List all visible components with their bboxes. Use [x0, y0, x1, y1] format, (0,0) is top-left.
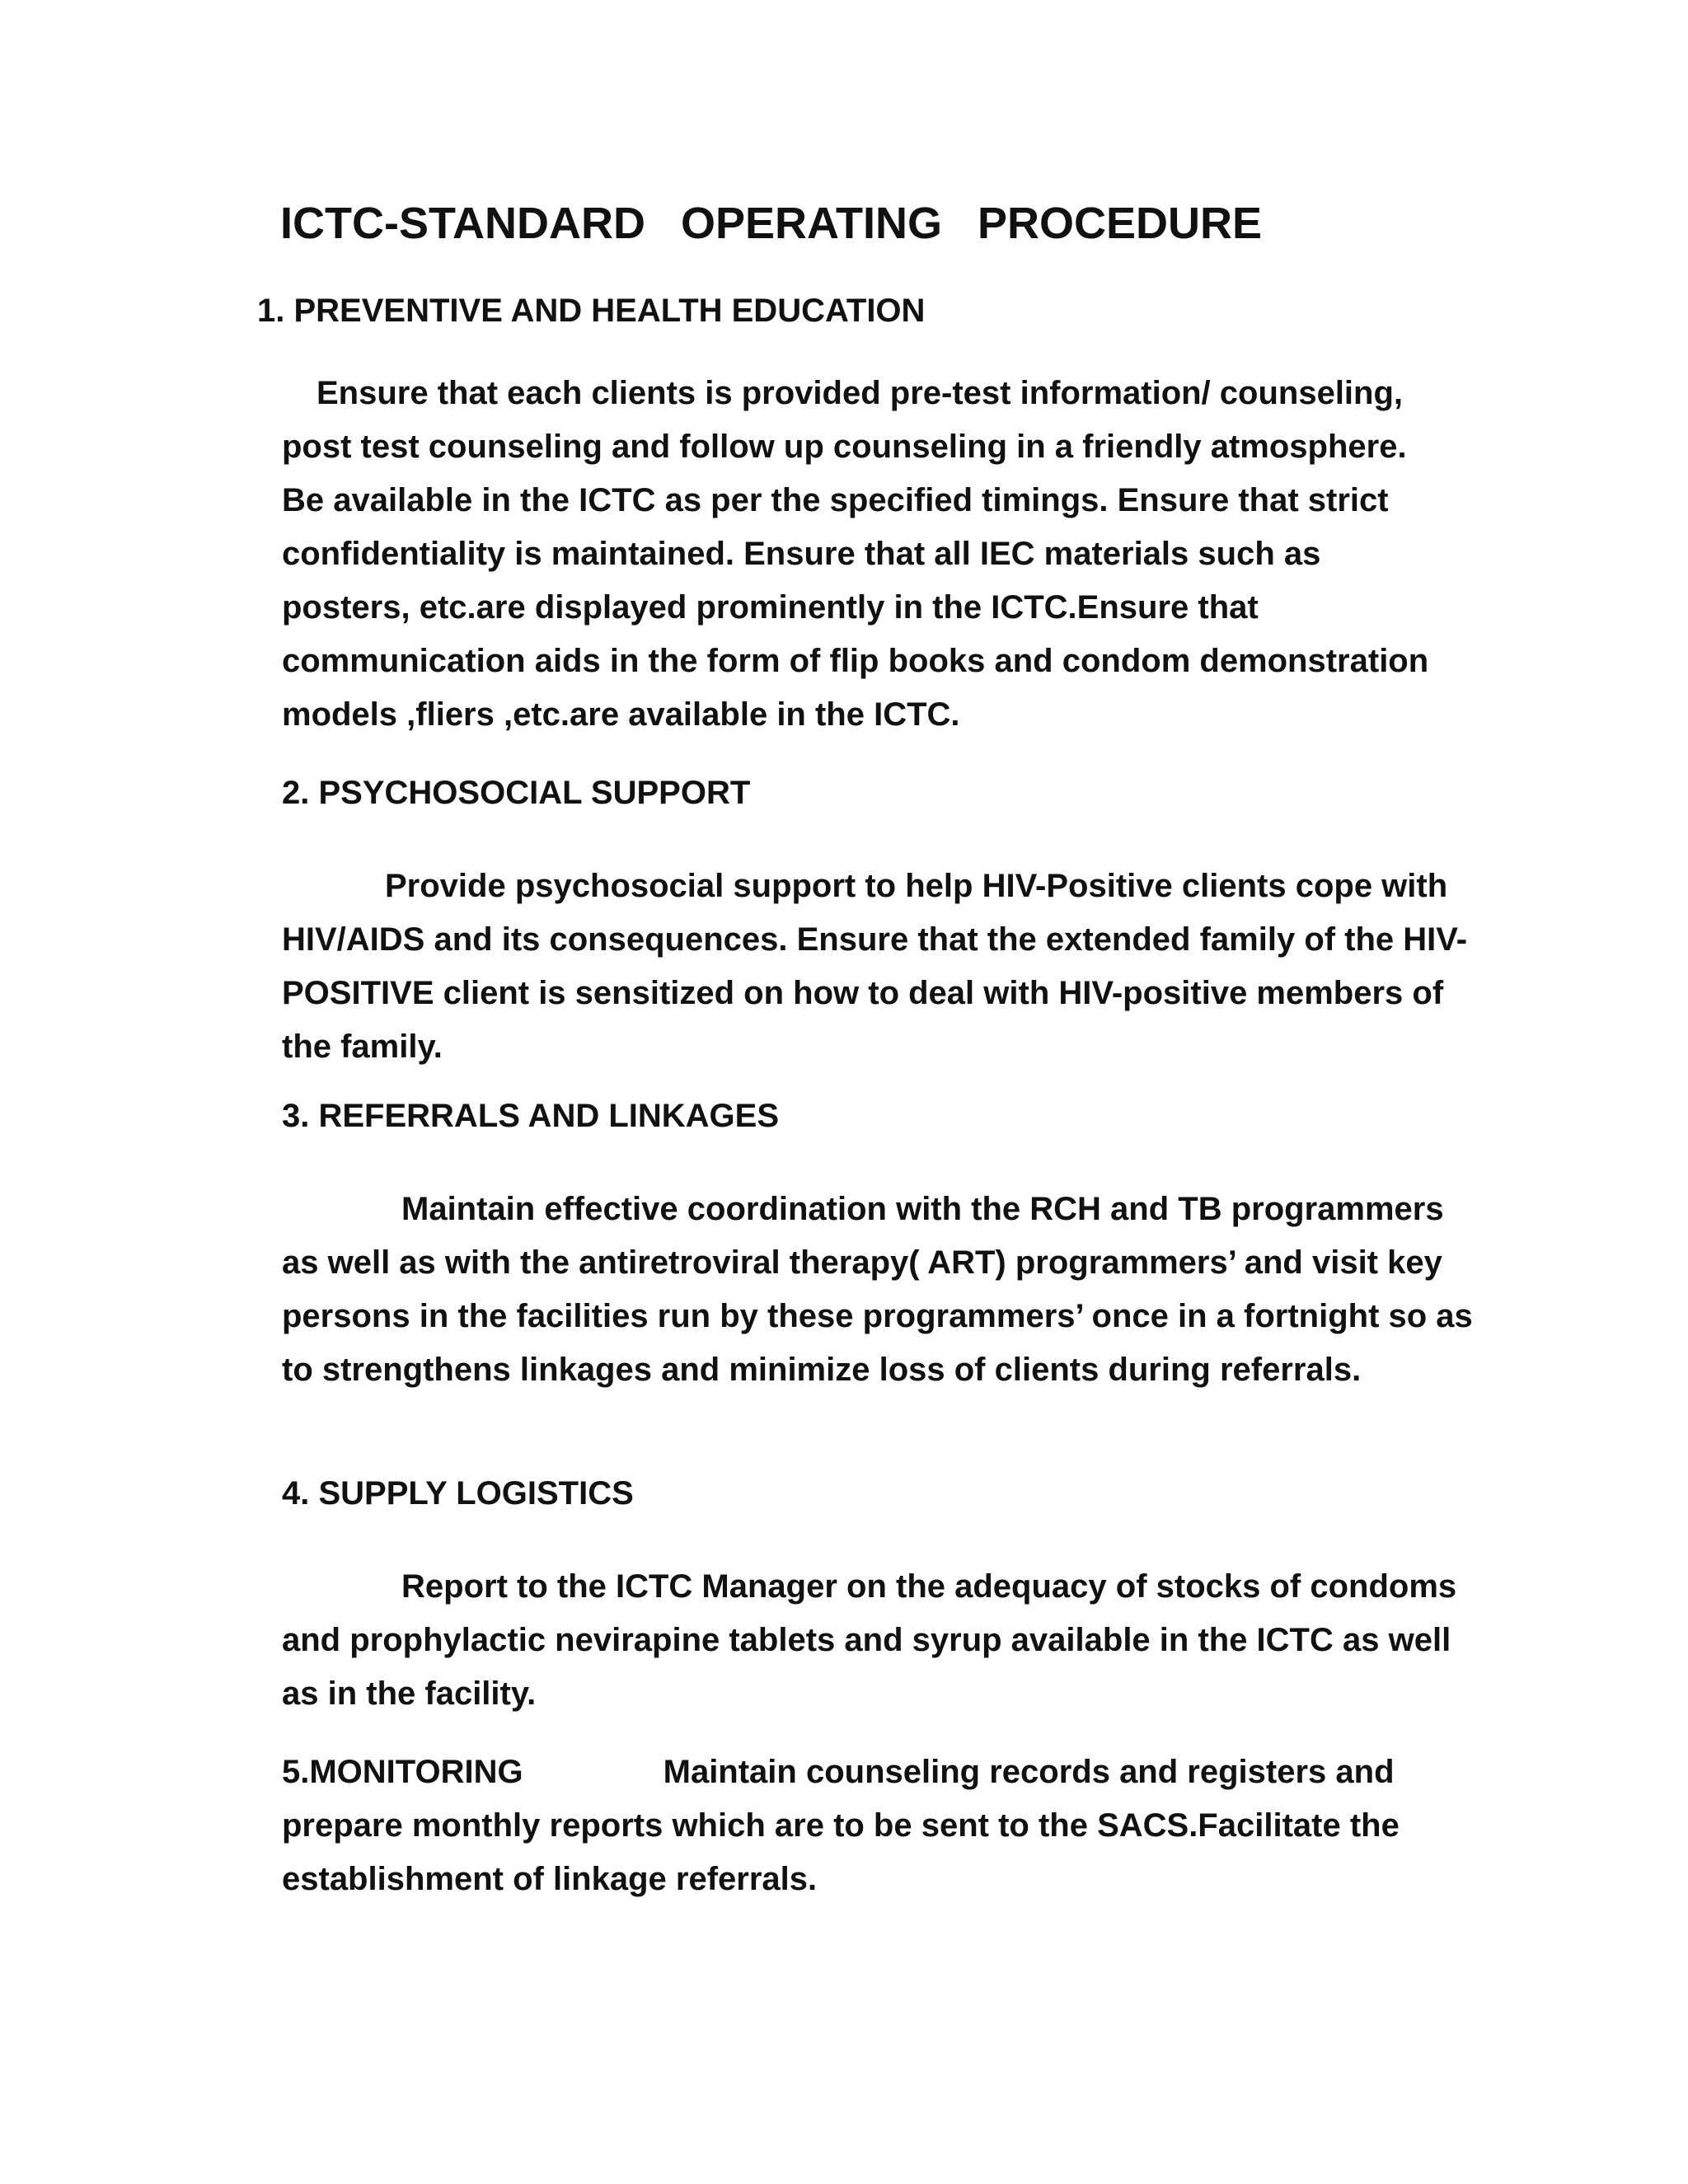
section-body: Maintain effective coordination with the RCH and TB programmers as well as with the antiretroviral therapy( ART) programmers’ and visit key persons in the facilities run by these programmers’ once in a fortnight so as to strengthens linkages and minimize loss of clients during referrals.	[282, 1191, 1473, 1388]
section-heading: 4. SUPPLY LOGISTICS	[282, 1475, 634, 1511]
section-body: Ensure that each clients is provided pre-test information/ counseling, post test counseling and follow up counseling in a friendly atmosphere. Be available in the ICTC as per the specified timings. Ensure that strict confidentiality is maintained. Ensure that all IEC materials such as posters, etc.are displayed prominently in the ICTC.Ensure that communication aids in the form of flip books and condom demonstration models ,fliers ,etc.are available in the ICTC.	[282, 375, 1429, 733]
section-preventive-health-education	[257, 293, 1452, 742]
section-referrals-linkages	[282, 1098, 1477, 1397]
section-psychosocial-support	[282, 775, 1477, 1074]
section-heading: 5.MONITORING	[282, 1754, 523, 1790]
section-body: Provide psychosocial support to help HIV-Positive clients cope with HIV/AIDS and its consequences. Ensure that the extended family of the HIV-POSITIVE client is sensitized on how to deal with HIV-positive members of the family.	[282, 868, 1468, 1065]
section-supply-logistics	[282, 1475, 1477, 1721]
section-body: Report to the ICTC Manager on the adequacy of stocks of condoms and prophylactic nevirapine tablets and syrup available in the ICTC as well as in the facility.	[282, 1568, 1457, 1712]
section-paragraph	[282, 1746, 1477, 1906]
document-title: ICTC-STANDARD OPERATING PROCEDURE	[280, 199, 1263, 248]
section-heading: 2. PSYCHOSOCIAL SUPPORT	[282, 775, 751, 811]
section-heading: 3. REFERRALS AND LINKAGES	[282, 1098, 780, 1134]
section-body: Maintain counseling records and registers and prepare monthly reports which are to be sent to the SACS.Facilitate the establishment of linkage referrals.	[282, 1754, 1400, 1897]
section-heading: 1. PREVENTIVE AND HEALTH EDUCATION	[257, 293, 926, 329]
section-monitoring	[282, 1746, 1477, 1906]
